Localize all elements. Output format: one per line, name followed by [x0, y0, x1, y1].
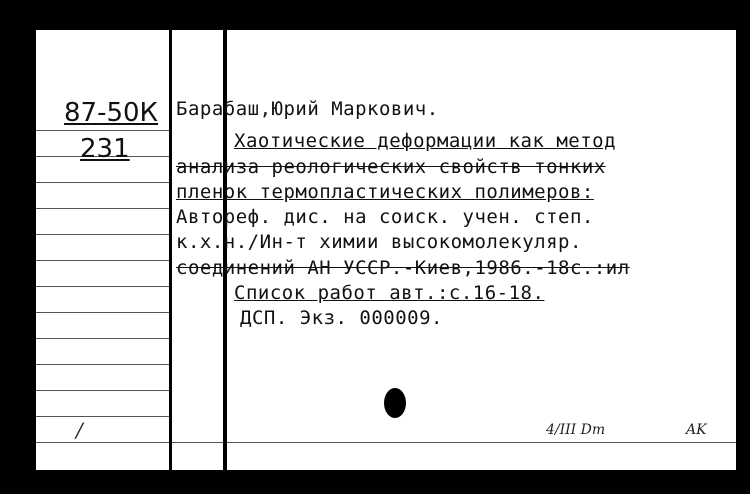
- title-line-2: анализа реологических свойств тонких: [176, 156, 606, 178]
- rule-line: [36, 234, 171, 235]
- rule-line: [36, 390, 171, 391]
- bibliography-line: Список работ авт.:с.16-18.: [234, 282, 545, 304]
- title-line-3: пленок термопластических полимеров:: [176, 181, 594, 203]
- card-hole-blot: [384, 388, 406, 418]
- rule-line: [36, 338, 171, 339]
- call-number-secondary: 231: [80, 134, 130, 164]
- rule-line: [36, 364, 171, 365]
- bottom-mark-left: /: [76, 418, 83, 442]
- copy-number-line: ДСП. Экз. 000009.: [240, 307, 443, 329]
- rule-line: [36, 312, 171, 313]
- rule-line: [36, 260, 171, 261]
- bottom-scribble-date: 4/III Dm: [546, 422, 606, 438]
- scan-border-right: [736, 0, 750, 494]
- left-margin-rule: [169, 30, 172, 470]
- call-number-primary: 87-50К: [64, 98, 159, 128]
- scan-border-bottom: [0, 470, 750, 494]
- author-line: Барабаш,Юрий Маркович.: [176, 98, 439, 120]
- scan-border-left: [0, 0, 36, 494]
- catalog-card: [36, 30, 736, 470]
- rule-line: [36, 286, 171, 287]
- rule-line: [36, 182, 171, 183]
- institute-line: к.х.н./Ин-т химии высокомолекуляр.: [176, 231, 582, 253]
- rule-line: [36, 130, 171, 131]
- rule-line: [36, 208, 171, 209]
- publication-line: соединений АН УССР.-Киев,1986.-18с.:ил: [176, 257, 630, 279]
- rule-line: [36, 416, 171, 417]
- title-line-1: Хаотические деформации как метод: [234, 130, 617, 152]
- abstract-line: Автореф. дис. на соиск. учен. степ.: [176, 206, 594, 228]
- scan-border-top: [0, 0, 750, 30]
- rule-line: [36, 442, 736, 443]
- bottom-scribble-initials: AK: [686, 422, 707, 438]
